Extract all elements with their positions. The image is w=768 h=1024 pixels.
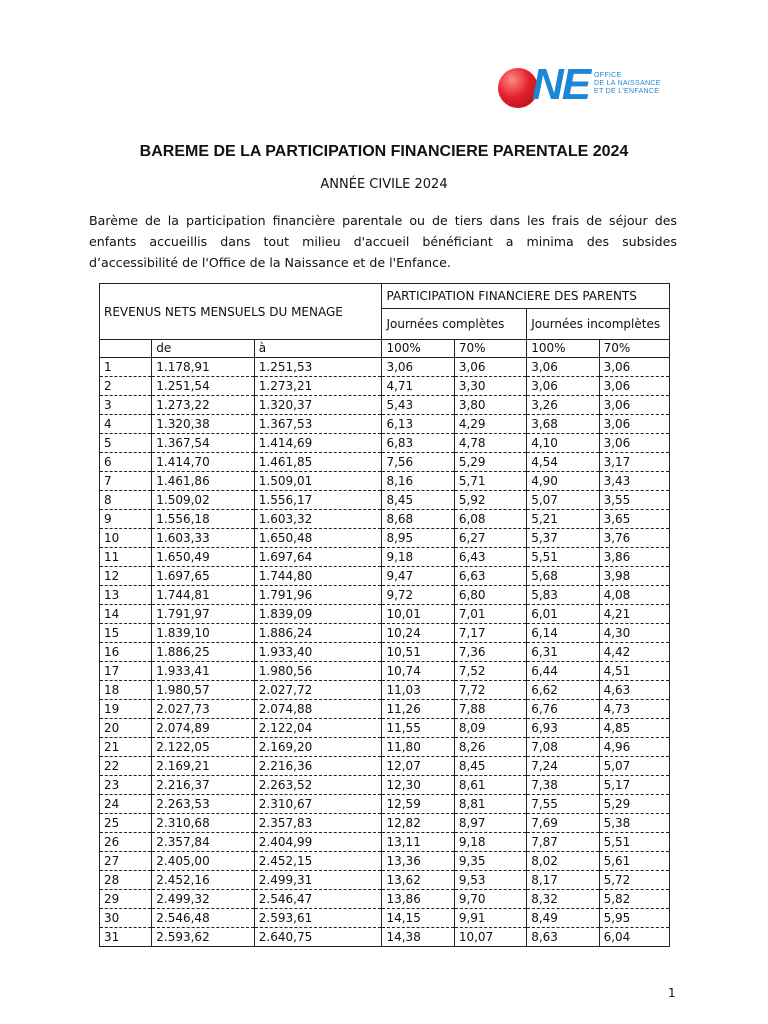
full-100-cell: 11,80: [382, 738, 454, 757]
income-from-cell: 1.273,22: [152, 396, 255, 415]
header-income: REVENUS NETS MENSUELS DU MENAGE: [100, 284, 382, 340]
full-100-cell: 9,47: [382, 567, 454, 586]
full-100-cell: 10,01: [382, 605, 454, 624]
row-index-cell: 20: [100, 719, 152, 738]
logo-subtitle-line-3: ET DE L'ENFANCE: [594, 88, 660, 95]
partial-100-cell: 5,51: [527, 548, 599, 567]
table-row: [100, 396, 670, 415]
income-from-cell: 2.263,53: [152, 795, 255, 814]
logo-subtitle-line-1: OFFICE: [594, 72, 622, 79]
document-title: BAREME DE LA PARTICIPATION FINANCIERE PARENTALE 2024: [139, 143, 629, 160]
income-to-cell: 2.122,04: [254, 719, 382, 738]
full-70-cell: 7,01: [454, 605, 526, 624]
income-from-cell: 2.074,89: [152, 719, 255, 738]
full-100-cell: 9,18: [382, 548, 454, 567]
bareme-table: [99, 283, 670, 947]
partial-100-cell: 8,02: [527, 852, 599, 871]
table-row: [100, 890, 670, 909]
table-row: [100, 814, 670, 833]
row-index-cell: 4: [100, 415, 152, 434]
partial-70-cell: 3,98: [599, 567, 669, 586]
income-from-cell: 2.027,73: [152, 700, 255, 719]
income-to-cell: 2.546,47: [254, 890, 382, 909]
header-100-partial: 100%: [527, 340, 599, 358]
full-70-cell: 8,26: [454, 738, 526, 757]
row-index-cell: 14: [100, 605, 152, 624]
full-70-cell: 7,72: [454, 681, 526, 700]
income-to-cell: 2.169,20: [254, 738, 382, 757]
income-from-cell: 2.310,68: [152, 814, 255, 833]
full-70-cell: 7,36: [454, 643, 526, 662]
row-index-cell: 16: [100, 643, 152, 662]
full-70-cell: 3,30: [454, 377, 526, 396]
table-row: [100, 548, 670, 567]
table-row: [100, 909, 670, 928]
income-to-cell: 2.074,88: [254, 700, 382, 719]
income-to-cell: 1.933,40: [254, 643, 382, 662]
full-70-cell: 6,08: [454, 510, 526, 529]
row-index-cell: 3: [100, 396, 152, 415]
income-from-cell: 1.603,33: [152, 529, 255, 548]
full-70-cell: 7,17: [454, 624, 526, 643]
partial-100-cell: 4,54: [527, 453, 599, 472]
partial-70-cell: 3,43: [599, 472, 669, 491]
partial-70-cell: 5,61: [599, 852, 669, 871]
partial-100-cell: 5,68: [527, 567, 599, 586]
full-70-cell: 3,80: [454, 396, 526, 415]
row-index-cell: 9: [100, 510, 152, 529]
partial-100-cell: 3,26: [527, 396, 599, 415]
partial-70-cell: 5,72: [599, 871, 669, 890]
income-from-cell: 1.251,54: [152, 377, 255, 396]
full-100-cell: 9,72: [382, 586, 454, 605]
partial-100-cell: 3,06: [527, 358, 599, 377]
logo-subtitle: [594, 72, 661, 96]
full-70-cell: 8,09: [454, 719, 526, 738]
table-row: [100, 700, 670, 719]
row-index-cell: 2: [100, 377, 152, 396]
table-row: [100, 472, 670, 491]
income-from-cell: 2.546,48: [152, 909, 255, 928]
income-to-cell: 1.980,56: [254, 662, 382, 681]
full-70-cell: 6,80: [454, 586, 526, 605]
income-to-cell: 2.310,67: [254, 795, 382, 814]
partial-100-cell: 5,21: [527, 510, 599, 529]
partial-70-cell: 5,17: [599, 776, 669, 795]
full-70-cell: 4,29: [454, 415, 526, 434]
header-participation: PARTICIPATION FINANCIERE DES PARENTS: [382, 284, 670, 309]
full-70-cell: 9,70: [454, 890, 526, 909]
partial-70-cell: 5,51: [599, 833, 669, 852]
income-to-cell: 1.603,32: [254, 510, 382, 529]
table-row: [100, 415, 670, 434]
income-from-cell: 1.980,57: [152, 681, 255, 700]
header-full-days: Journées complètes: [382, 309, 527, 340]
header-70-full: 70%: [454, 340, 526, 358]
row-index-cell: 8: [100, 491, 152, 510]
table-row: [100, 377, 670, 396]
table-row: [100, 833, 670, 852]
table-row: [100, 662, 670, 681]
row-index-cell: 12: [100, 567, 152, 586]
partial-100-cell: 8,17: [527, 871, 599, 890]
income-from-cell: 1.461,86: [152, 472, 255, 491]
partial-100-cell: 5,83: [527, 586, 599, 605]
income-to-cell: 2.357,83: [254, 814, 382, 833]
table-row: [100, 529, 670, 548]
table-row: [100, 434, 670, 453]
partial-100-cell: 6,44: [527, 662, 599, 681]
partial-70-cell: 3,76: [599, 529, 669, 548]
header-partial-days: Journées incomplètes: [527, 309, 670, 340]
full-70-cell: 8,97: [454, 814, 526, 833]
partial-70-cell: 4,42: [599, 643, 669, 662]
income-to-cell: 2.216,36: [254, 757, 382, 776]
full-70-cell: 8,61: [454, 776, 526, 795]
table-row: [100, 491, 670, 510]
row-index-cell: 15: [100, 624, 152, 643]
income-from-cell: 1.414,70: [152, 453, 255, 472]
partial-70-cell: 5,95: [599, 909, 669, 928]
partial-100-cell: 8,49: [527, 909, 599, 928]
row-index-cell: 29: [100, 890, 152, 909]
income-to-cell: 1.320,37: [254, 396, 382, 415]
income-from-cell: 2.405,00: [152, 852, 255, 871]
partial-70-cell: 5,82: [599, 890, 669, 909]
row-index-cell: 22: [100, 757, 152, 776]
row-index-cell: 25: [100, 814, 152, 833]
table-row: [100, 757, 670, 776]
income-to-cell: 2.027,72: [254, 681, 382, 700]
income-to-cell: 2.263,52: [254, 776, 382, 795]
table-row: [100, 719, 670, 738]
partial-70-cell: 4,51: [599, 662, 669, 681]
partial-70-cell: 3,06: [599, 434, 669, 453]
full-70-cell: 6,63: [454, 567, 526, 586]
table-row: [100, 510, 670, 529]
partial-100-cell: 4,90: [527, 472, 599, 491]
partial-70-cell: 6,04: [599, 928, 669, 947]
full-70-cell: 4,78: [454, 434, 526, 453]
partial-70-cell: 3,65: [599, 510, 669, 529]
income-from-cell: 1.744,81: [152, 586, 255, 605]
row-index-cell: 23: [100, 776, 152, 795]
row-index-cell: 6: [100, 453, 152, 472]
income-to-cell: 1.697,64: [254, 548, 382, 567]
full-70-cell: 7,88: [454, 700, 526, 719]
partial-100-cell: 7,38: [527, 776, 599, 795]
full-70-cell: 9,91: [454, 909, 526, 928]
income-to-cell: 1.509,01: [254, 472, 382, 491]
row-index-cell: 30: [100, 909, 152, 928]
partial-70-cell: 3,86: [599, 548, 669, 567]
row-index-cell: 11: [100, 548, 152, 567]
partial-70-cell: 3,06: [599, 396, 669, 415]
income-to-cell: 1.556,17: [254, 491, 382, 510]
income-from-cell: 2.499,32: [152, 890, 255, 909]
income-from-cell: 1.697,65: [152, 567, 255, 586]
intro-paragraph: Barème de la participation financière parentale ou de tiers dans les frais de séjour des enfants accueillis dans tout milieu d'accueil bénéficiant a minima des subsides d’accessibilité de l'Office de la Naissance et de l'Enfance.: [89, 213, 677, 270]
partial-70-cell: 4,73: [599, 700, 669, 719]
full-70-cell: 3,06: [454, 358, 526, 377]
income-from-cell: 1.556,18: [152, 510, 255, 529]
partial-100-cell: 7,55: [527, 795, 599, 814]
full-100-cell: 12,82: [382, 814, 454, 833]
full-100-cell: 4,71: [382, 377, 454, 396]
income-from-cell: 1.320,38: [152, 415, 255, 434]
full-100-cell: 11,26: [382, 700, 454, 719]
table-row: [100, 605, 670, 624]
income-to-cell: 1.744,80: [254, 567, 382, 586]
full-100-cell: 11,55: [382, 719, 454, 738]
row-index-cell: 13: [100, 586, 152, 605]
header-70-partial: 70%: [599, 340, 669, 358]
income-from-cell: 1.178,91: [152, 358, 255, 377]
row-index-cell: 27: [100, 852, 152, 871]
full-70-cell: 8,81: [454, 795, 526, 814]
table-row: [100, 738, 670, 757]
income-from-cell: 2.216,37: [152, 776, 255, 795]
income-from-cell: 2.169,21: [152, 757, 255, 776]
partial-70-cell: 4,96: [599, 738, 669, 757]
income-from-cell: 1.933,41: [152, 662, 255, 681]
full-100-cell: 10,51: [382, 643, 454, 662]
partial-100-cell: 5,07: [527, 491, 599, 510]
full-70-cell: 5,71: [454, 472, 526, 491]
income-from-cell: 1.367,54: [152, 434, 255, 453]
full-100-cell: 10,24: [382, 624, 454, 643]
partial-70-cell: 3,55: [599, 491, 669, 510]
income-from-cell: 1.509,02: [152, 491, 255, 510]
full-100-cell: 12,30: [382, 776, 454, 795]
partial-100-cell: 6,01: [527, 605, 599, 624]
table-row: [100, 567, 670, 586]
header-index: [100, 340, 152, 358]
partial-70-cell: 4,63: [599, 681, 669, 700]
full-70-cell: 9,53: [454, 871, 526, 890]
full-100-cell: 13,62: [382, 871, 454, 890]
partial-70-cell: 4,30: [599, 624, 669, 643]
row-index-cell: 28: [100, 871, 152, 890]
full-100-cell: 3,06: [382, 358, 454, 377]
partial-70-cell: 3,06: [599, 377, 669, 396]
partial-70-cell: 4,21: [599, 605, 669, 624]
full-100-cell: 14,38: [382, 928, 454, 947]
partial-70-cell: 5,29: [599, 795, 669, 814]
income-to-cell: 1.461,85: [254, 453, 382, 472]
full-70-cell: 8,45: [454, 757, 526, 776]
income-from-cell: 2.122,05: [152, 738, 255, 757]
income-from-cell: 2.452,16: [152, 871, 255, 890]
full-100-cell: 14,15: [382, 909, 454, 928]
partial-100-cell: 7,08: [527, 738, 599, 757]
partial-100-cell: 3,06: [527, 377, 599, 396]
partial-100-cell: 7,24: [527, 757, 599, 776]
header-100-full: 100%: [382, 340, 454, 358]
full-100-cell: 13,11: [382, 833, 454, 852]
partial-70-cell: 3,17: [599, 453, 669, 472]
row-index-cell: 21: [100, 738, 152, 757]
income-to-cell: 2.404,99: [254, 833, 382, 852]
row-index-cell: 24: [100, 795, 152, 814]
full-70-cell: 9,35: [454, 852, 526, 871]
partial-70-cell: 5,07: [599, 757, 669, 776]
table-row: [100, 681, 670, 700]
full-100-cell: 8,68: [382, 510, 454, 529]
row-index-cell: 31: [100, 928, 152, 947]
income-from-cell: 1.791,97: [152, 605, 255, 624]
income-to-cell: 1.886,24: [254, 624, 382, 643]
partial-100-cell: 6,93: [527, 719, 599, 738]
row-index-cell: 1: [100, 358, 152, 377]
row-index-cell: 10: [100, 529, 152, 548]
page-number: 1: [668, 986, 676, 1000]
income-to-cell: 1.251,53: [254, 358, 382, 377]
partial-100-cell: 5,37: [527, 529, 599, 548]
table-row: [100, 852, 670, 871]
row-index-cell: 17: [100, 662, 152, 681]
full-100-cell: 12,07: [382, 757, 454, 776]
partial-100-cell: 6,62: [527, 681, 599, 700]
one-logo: [498, 60, 688, 110]
table-row: [100, 586, 670, 605]
income-to-cell: 1.839,09: [254, 605, 382, 624]
partial-100-cell: 7,87: [527, 833, 599, 852]
income-from-cell: 1.839,10: [152, 624, 255, 643]
income-to-cell: 2.640,75: [254, 928, 382, 947]
full-70-cell: 10,07: [454, 928, 526, 947]
full-100-cell: 5,43: [382, 396, 454, 415]
logo-subtitle-line-2: DE LA NAISSANCE: [594, 80, 661, 87]
partial-70-cell: 4,08: [599, 586, 669, 605]
partial-70-cell: 3,06: [599, 415, 669, 434]
table-row: [100, 358, 670, 377]
income-to-cell: 1.650,48: [254, 529, 382, 548]
full-70-cell: 5,92: [454, 491, 526, 510]
row-index-cell: 19: [100, 700, 152, 719]
partial-100-cell: 4,10: [527, 434, 599, 453]
partial-100-cell: 6,14: [527, 624, 599, 643]
full-100-cell: 7,56: [382, 453, 454, 472]
partial-100-cell: 7,69: [527, 814, 599, 833]
income-to-cell: 2.452,15: [254, 852, 382, 871]
full-70-cell: 6,27: [454, 529, 526, 548]
table-row: [100, 624, 670, 643]
income-from-cell: 2.357,84: [152, 833, 255, 852]
full-100-cell: 6,83: [382, 434, 454, 453]
logo-letters: NE: [532, 60, 590, 109]
full-100-cell: 13,86: [382, 890, 454, 909]
header-to: à: [254, 340, 382, 358]
table-row: [100, 795, 670, 814]
header-from: de: [152, 340, 255, 358]
row-index-cell: 7: [100, 472, 152, 491]
table-row: [100, 871, 670, 890]
full-100-cell: 8,95: [382, 529, 454, 548]
row-index-cell: 26: [100, 833, 152, 852]
full-70-cell: 9,18: [454, 833, 526, 852]
income-to-cell: 1.414,69: [254, 434, 382, 453]
income-to-cell: 1.367,53: [254, 415, 382, 434]
partial-100-cell: 8,32: [527, 890, 599, 909]
partial-70-cell: 4,85: [599, 719, 669, 738]
document-subtitle: ANNÉE CIVILE 2024: [320, 177, 448, 192]
income-from-cell: 2.593,62: [152, 928, 255, 947]
income-to-cell: 1.273,21: [254, 377, 382, 396]
full-100-cell: 8,45: [382, 491, 454, 510]
partial-100-cell: 8,63: [527, 928, 599, 947]
partial-70-cell: 5,38: [599, 814, 669, 833]
income-from-cell: 1.886,25: [152, 643, 255, 662]
full-70-cell: 7,52: [454, 662, 526, 681]
table-row: [100, 643, 670, 662]
partial-100-cell: 6,31: [527, 643, 599, 662]
full-100-cell: 11,03: [382, 681, 454, 700]
full-70-cell: 6,43: [454, 548, 526, 567]
row-index-cell: 18: [100, 681, 152, 700]
income-to-cell: 2.593,61: [254, 909, 382, 928]
income-to-cell: 1.791,96: [254, 586, 382, 605]
partial-100-cell: 6,76: [527, 700, 599, 719]
full-70-cell: 5,29: [454, 453, 526, 472]
full-100-cell: 10,74: [382, 662, 454, 681]
table-row: [100, 453, 670, 472]
full-100-cell: 6,13: [382, 415, 454, 434]
full-100-cell: 13,36: [382, 852, 454, 871]
partial-70-cell: 3,06: [599, 358, 669, 377]
full-100-cell: 12,59: [382, 795, 454, 814]
table-row: [100, 928, 670, 947]
income-to-cell: 2.499,31: [254, 871, 382, 890]
partial-100-cell: 3,68: [527, 415, 599, 434]
row-index-cell: 5: [100, 434, 152, 453]
table-row: [100, 776, 670, 795]
income-from-cell: 1.650,49: [152, 548, 255, 567]
full-100-cell: 8,16: [382, 472, 454, 491]
